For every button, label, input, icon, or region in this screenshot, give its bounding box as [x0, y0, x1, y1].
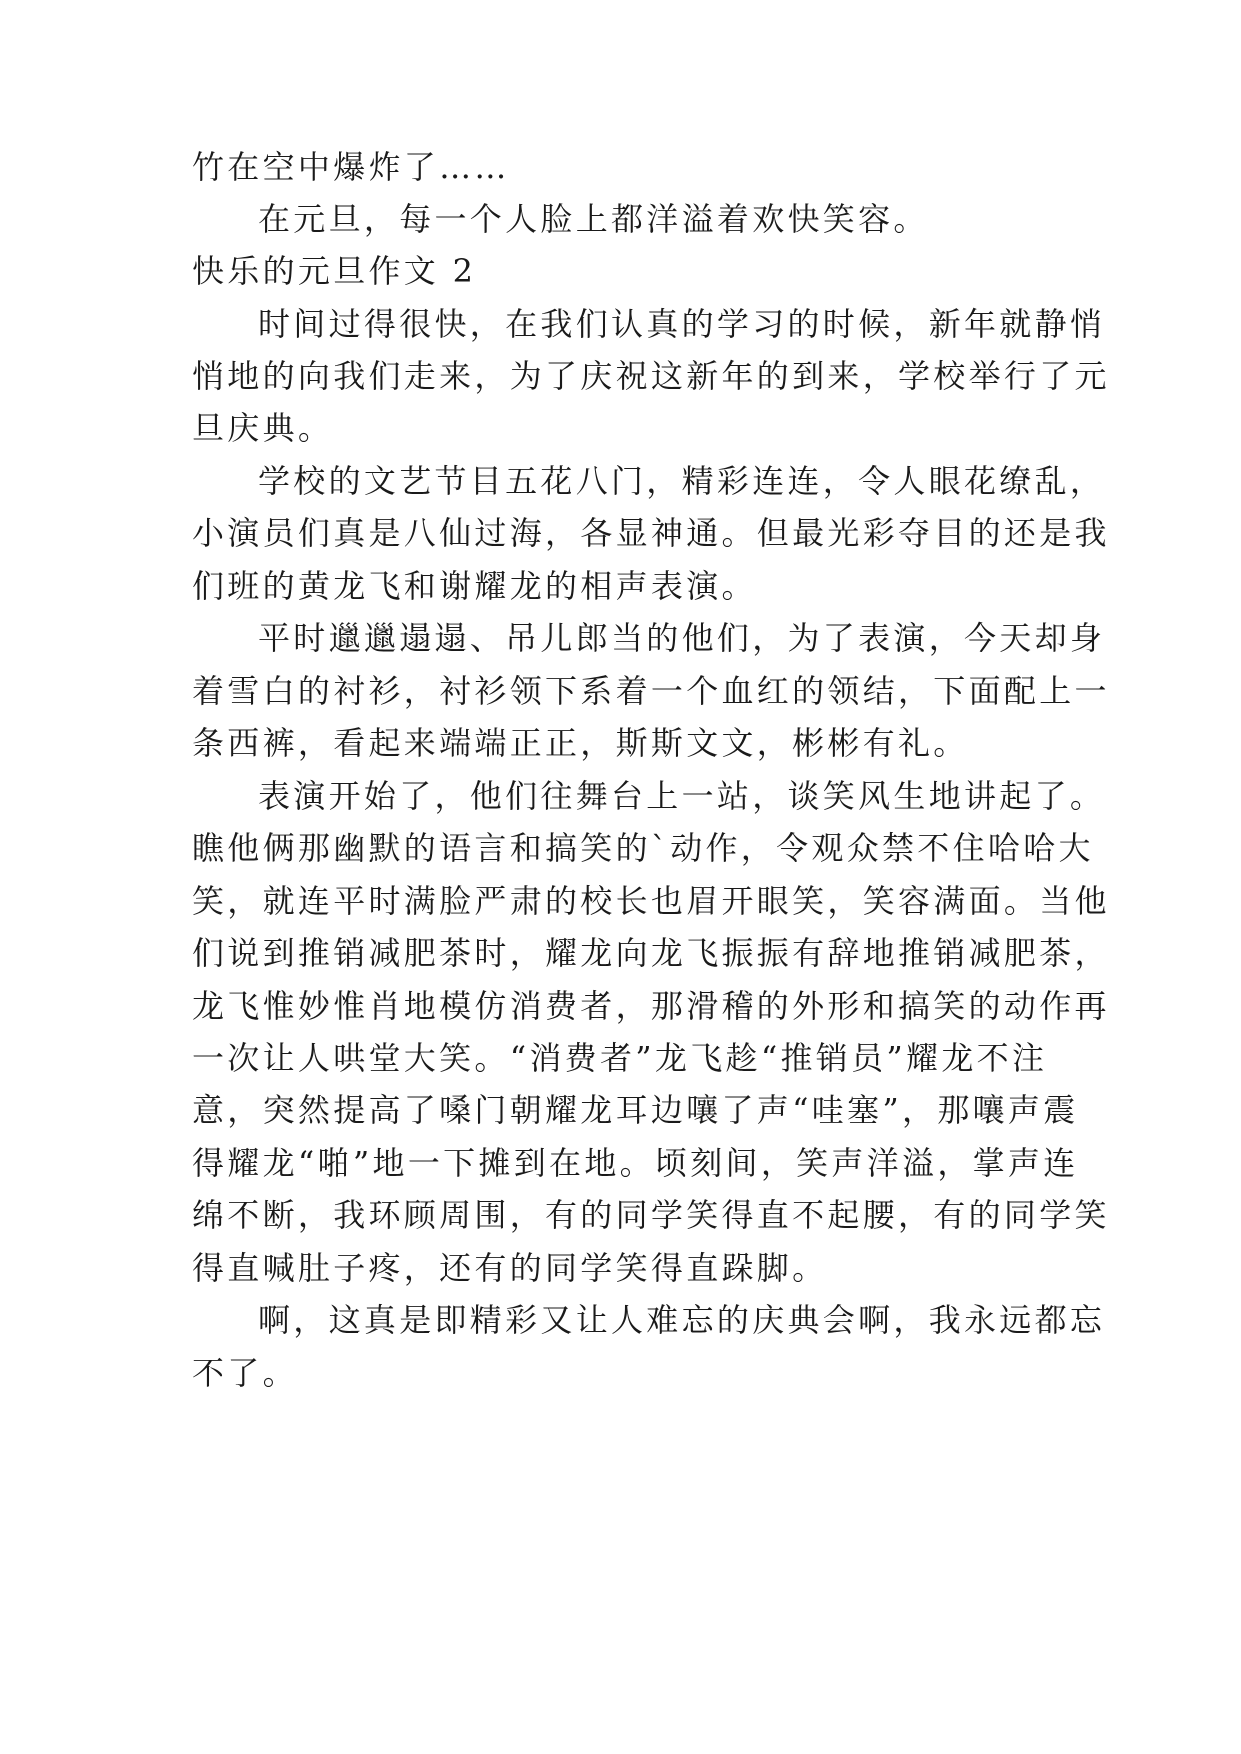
text-line: 在元旦，每一个人脸上都洋溢着欢快笑容。 — [258, 200, 929, 238]
text-line: 意，突然提高了嗓门朝耀龙耳边嚷了声“哇塞”，那嚷声震 — [192, 1091, 1079, 1129]
text-line: 学校的文艺节目五花八门，精彩连连，令人眼花缭乱， — [258, 462, 1106, 500]
text-line: 条西裤，看起来端端正正，斯斯文文，彬彬有礼。 — [192, 724, 969, 762]
section-heading: 快乐的元旦作文 2 — [192, 252, 477, 290]
text-line: 瞧他俩那幽默的语言和搞笑的`动作，令观众禁不住哈哈大 — [192, 829, 1094, 867]
text-line: 小演员们真是八仙过海，各显神通。但最光彩夺目的还是我 — [192, 514, 1110, 552]
text-line: 平时邋邋遢遢、吊儿郎当的他们，为了表演，今天却身 — [258, 619, 1106, 657]
text-line: 龙飞惟妙惟肖地模仿消费者，那滑稽的外形和搞笑的动作再 — [192, 987, 1110, 1025]
text-line: 绵不断，我环顾周围，有的同学笑得直不起腰，有的同学笑 — [192, 1196, 1110, 1234]
text-line: 时间过得很快，在我们认真的学习的时候，新年就静悄 — [258, 305, 1106, 343]
text-line: 得耀龙“啪”地一下摊到在地。顷刻间，笑声洋溢，掌声连 — [192, 1144, 1079, 1182]
text-line: 着雪白的衬衫，衬衫领下系着一个血红的领结，下面配上一 — [192, 672, 1110, 710]
text-line: 悄地的向我们走来，为了庆祝这新年的到来，学校举行了元 — [192, 357, 1110, 395]
text-line: 啊，这真是即精彩又让人难忘的庆典会啊，我永远都忘 — [258, 1301, 1106, 1339]
text-line: 竹在空中爆炸了…… — [192, 148, 510, 186]
text-line: 们说到推销减肥茶时，耀龙向龙飞振振有辞地推销减肥茶， — [192, 934, 1110, 972]
text-line: 表演开始了，他们往舞台上一站，谈笑风生地讲起了。 — [258, 777, 1106, 815]
text-line: 不了。 — [192, 1354, 298, 1392]
text-line: 们班的黄龙飞和谢耀龙的相声表演。 — [192, 567, 757, 605]
text-line: 一次让人哄堂大笑。“消费者”龙飞趁“推销员”耀龙不注 — [192, 1039, 1048, 1077]
text-line: 旦庆典。 — [192, 409, 334, 447]
text-line: 得直喊肚子疼，还有的同学笑得直跺脚。 — [192, 1249, 828, 1287]
text-line: 笑，就连平时满脸严肃的校长也眉开眼笑，笑容满面。当他 — [192, 882, 1110, 920]
